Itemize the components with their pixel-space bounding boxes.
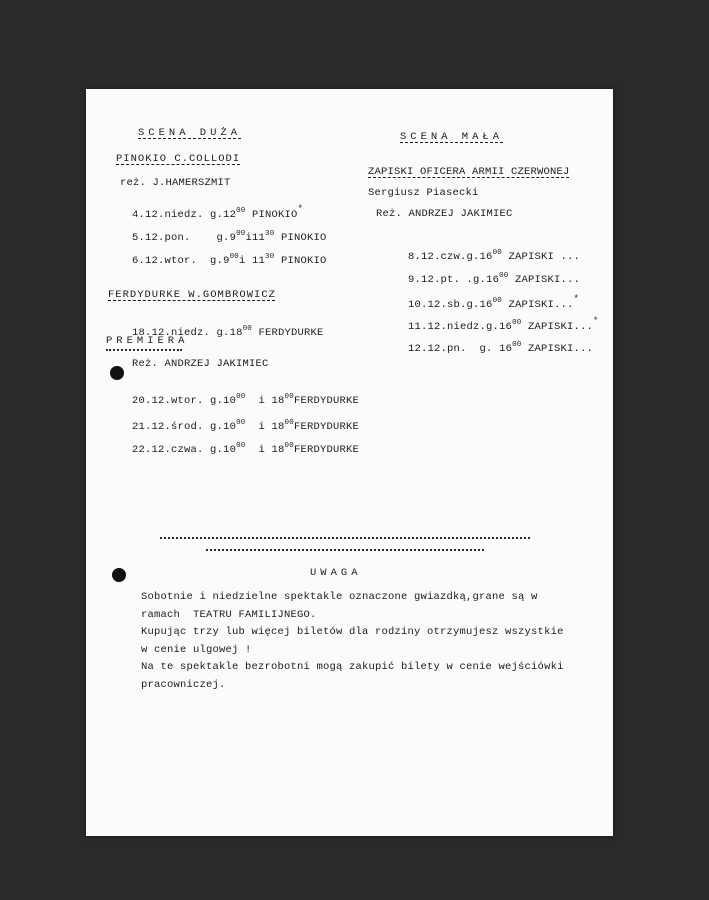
schedule-row: 18.12.niedz. $g.18^{00}$ FERDYDURKE [132, 325, 324, 339]
star-mark: * [573, 294, 580, 304]
document-page [86, 89, 613, 836]
punch-hole [112, 568, 126, 582]
pinokio-title: PINOKIO C.COLLODI [116, 153, 241, 165]
schedule-row: 5.12.pon. $g.9^{00}i11^{30}$ PINOKIO [132, 230, 327, 244]
star-mark: * [297, 204, 304, 214]
pinokio-director: reż. J.HAMERSZMIT [120, 177, 231, 189]
left-heading: SCENA DUŻA [138, 127, 242, 139]
schedule-row: 12.12.pn. g. $16^{00}$ ZAPISKI... [408, 341, 594, 355]
dotted-separator [206, 549, 484, 551]
zapiski-author: Sergiusz Piasecki [368, 187, 479, 199]
note-body: Sobotnie i niedzielne spektakle oznaczone gwiazdką,grane są w ramach TEATRU FAMILIJNEGO. Kupując trzy lub więcej biletów dla rodziny otrzymujesz wszystkie w cenie ulgowej ! Na te spektakle bezrobotni mogą zakupić bilety w cenie wejściówki pracowniczej. [141, 591, 564, 691]
schedule-row: 20.12.wtor. $g.10^{00}$ i $18^{00}FERDYDURKE$ [132, 393, 359, 407]
schedule-row: 6.12.wtor. $g.9^{00}i$ $11^{30}$ PINOKIO [132, 253, 327, 267]
ferdydurke-director: Reż. ANDRZEJ JAKIMIEC [132, 358, 269, 370]
schedule-row: $8.12.czw.g.16^{00}$ ZAPISKI ... [408, 249, 580, 263]
schedule-row: $10.12.sb.g.16^{00}$ ZAPISKI...* [408, 294, 580, 311]
ferdydurke-title: FERDYDURKE W.GOMBROWICZ [108, 289, 276, 301]
note-heading: UWAGA [310, 567, 362, 579]
schedule-row: 9.12.pt. $.g.16^{00}$ ZAPISKI... [408, 272, 581, 286]
schedule-row: 4.12.niedz. $g.12^{00}$ PINOKIO* [132, 204, 304, 221]
zapiski-director: Reż. ANDRZEJ JAKIMIEC [376, 208, 513, 220]
schedule-row: 22.12.czwa. $g.10^{00}$ i $18^{00}FERDYDURKE$ [132, 442, 359, 456]
schedule-row: $11.12.niedz.g.16^{00}$ ZAPISKI...* [408, 316, 599, 333]
right-heading: SCENA MAŁA [400, 131, 504, 143]
star-mark: * [593, 316, 599, 326]
premiere-dotted-rule [106, 349, 182, 351]
punch-hole [110, 366, 124, 380]
premiere-label: PREMIERA [106, 335, 189, 347]
schedule-row: 21.12.środ. $g.10^{00}$ i $18^{00}FERDYDURKE$ [132, 419, 359, 433]
dotted-separator [160, 537, 530, 539]
zapiski-title: ZAPISKI OFICERA ARMII CZERWONEJ [368, 166, 570, 178]
